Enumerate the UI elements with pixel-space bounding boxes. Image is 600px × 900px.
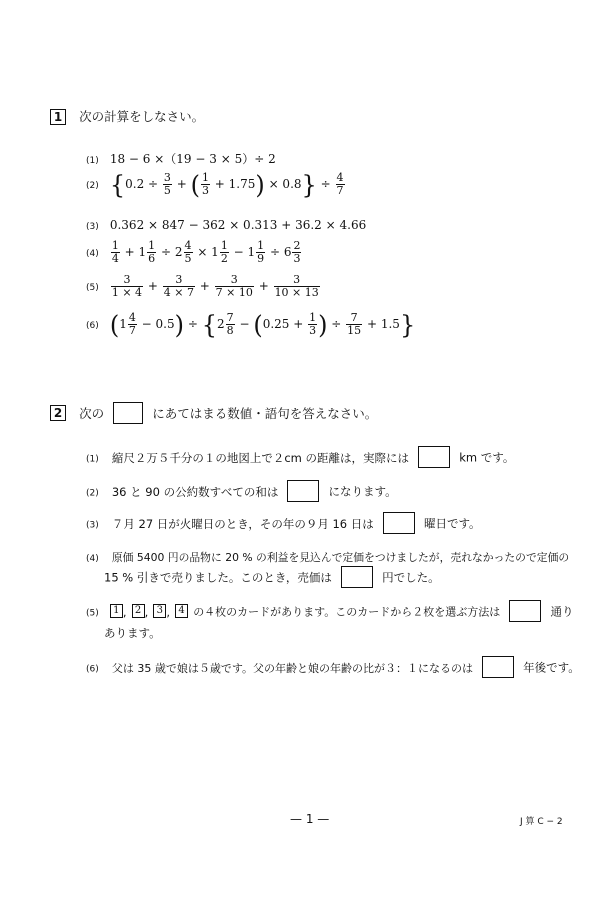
problem-number: (1)	[86, 156, 99, 166]
problem-number: (5)	[86, 608, 99, 619]
exam-code: J 算 C − 2	[520, 817, 563, 827]
problem-number: (4)	[86, 554, 99, 564]
problem-text-post: km です。	[459, 450, 515, 465]
answer-box[interactable]	[383, 512, 415, 534]
problem-expression: {0.2 ÷ $\frac{3}{5}$ + ( $\frac{1}{3}$ + 1.75) × 0.8} ÷ $\frac{4}{7}$	[109, 169, 344, 200]
problem-number: (6)	[86, 321, 99, 331]
card: 4	[175, 604, 188, 618]
problem-2-5-line2	[104, 622, 161, 641]
problem-2-5	[86, 600, 574, 622]
problem-2-3	[86, 512, 481, 534]
problem-number: (2)	[86, 181, 99, 191]
problem-text: 父は 35 歳で娘は５歳です。父の年齢と娘の年齢の比が３：１になるのは	[111, 661, 473, 675]
problem-expression: $\frac{1}{4}$ + 1 $\frac{1}{6}$ ÷ 2 $\frac{4}{5}$ × 1 $\frac{1}{2}$ − 1 $\frac{1}{9}$ ÷ 6 $\frac{2}{3}$	[111, 239, 301, 265]
problem-2-4	[86, 546, 569, 565]
answer-box-sample	[113, 402, 143, 424]
problem-2-4-line2	[104, 566, 440, 588]
page-number: — 1 —	[290, 812, 330, 826]
problem-text-post: になります。	[328, 484, 397, 499]
problem-2-2	[86, 480, 397, 502]
problem-1-6	[86, 309, 416, 340]
problem-number: (2)	[86, 488, 99, 499]
problem-expression: 18 − 6 ×（19 − 3 × 5）÷ 2	[109, 152, 276, 166]
question-number: 1	[50, 109, 66, 125]
problem-2-6	[86, 656, 580, 678]
answer-box[interactable]	[509, 600, 541, 622]
problem-number: (6)	[86, 664, 99, 675]
answer-box[interactable]	[482, 656, 514, 678]
problem-2-1	[86, 446, 514, 468]
problem-expression: (1 $\frac{4}{7}$ − 0.5) ÷ {2 $\frac{7}{8}$ − (0.25 + $\frac{1}{3}$ ) ÷ $\frac{7}{15}$ + 1.5}	[109, 309, 416, 340]
problem-text: 縮尺２万５千分の１の地図上で２cm の距離は，実際には	[111, 450, 410, 465]
problem-number: (3)	[86, 520, 99, 531]
answer-box[interactable]	[341, 566, 373, 588]
problem-text: あります。	[104, 626, 161, 640]
question-number: 2	[50, 405, 66, 421]
problem-1-4	[86, 240, 302, 265]
problem-text-post: 通り	[550, 604, 574, 619]
problem-number: (4)	[86, 249, 99, 259]
problem-expression: $\frac{3}{1 \times 4}$ + $\frac{3}{4 \times 7}$ + $\frac{3}{7 \times 10}$ + $\frac{3}{10 \times 13}$	[111, 273, 319, 299]
answer-box[interactable]	[418, 446, 450, 468]
problem-text-post: 円でした。	[382, 570, 440, 585]
card: 1	[110, 604, 123, 618]
section2-title-pre: 次の	[79, 406, 105, 421]
problem-1-1	[86, 148, 276, 167]
problem-text: 36 と 90 の公約数すべての和は	[111, 484, 279, 499]
problem-1-5	[86, 274, 321, 299]
problem-text: の４枚のカードがあります。このカードから２枚を選ぶ方法は	[193, 605, 501, 619]
problem-1-3	[86, 214, 366, 233]
answer-box[interactable]	[287, 480, 319, 502]
problem-number: (3)	[86, 222, 99, 232]
card-list: 1 , 2 , 3 , 4	[110, 601, 193, 620]
problem-number: (1)	[86, 454, 99, 465]
problem-expression: 0.362 × 847 − 362 × 0.313 + 36.2 × 4.66	[109, 218, 367, 232]
problem-number: (5)	[86, 283, 99, 293]
problem-1-2	[86, 169, 346, 200]
section2-header	[50, 402, 377, 424]
problem-text-post: 曜日です。	[423, 516, 481, 531]
problem-text-post: 年後です。	[523, 660, 580, 675]
problem-text: ７月 27 日が火曜日のとき，その年の９月 16 日は	[111, 516, 374, 531]
problem-text: 原価 5400 円の品物に 20 % の利益を見込んで定価をつけましたが，売れなかったので定価の	[111, 551, 570, 564]
card: 3	[153, 604, 166, 618]
section1-header	[50, 106, 204, 125]
card: 2	[132, 604, 145, 618]
problem-text: 15 % 引きで売りました。このとき，売価は	[104, 570, 332, 585]
section2-title-post: にあてはまる数値・語句を答えなさい。	[152, 406, 378, 421]
section1-title: 次の計算をしなさい。	[79, 109, 205, 124]
